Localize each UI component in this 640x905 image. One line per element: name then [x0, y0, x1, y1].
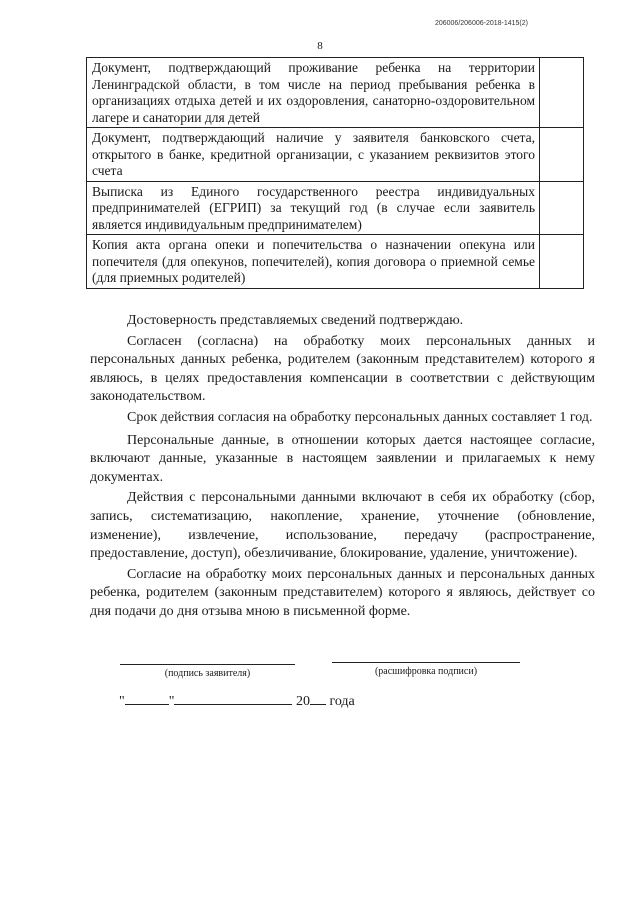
- table-row: [87, 181, 584, 235]
- paragraph: Срок действия согласия на обработку персональных данных составляет 1 год.: [127, 409, 593, 425]
- signature-decoding-line[interactable]: [332, 662, 520, 663]
- month-blank[interactable]: [174, 692, 292, 705]
- year-prefix: 20: [295, 694, 310, 709]
- consent-text: [90, 312, 595, 624]
- table-row: [87, 58, 584, 128]
- document-cell: Копия акта органа опеки и попечительства о назначении опекуна или попечителя (для опекунов, попечителей), копия договора о приемной семье (для приемных родителей): [87, 235, 540, 289]
- checkmark-cell[interactable]: [540, 181, 584, 235]
- table-row: [87, 235, 584, 289]
- document-cell: Документ, подтверждающий проживание ребенка на территории Ленинградской области, в том числе на период пребывания ребенка в организациях отдыха детей и их оздоровления, санаторно-оздоровительном лагере и санатории для детей: [87, 58, 540, 128]
- signature-caption: (подпись заявителя): [164, 668, 251, 679]
- document-cell: Документ, подтверждающий наличие у заявителя банковского счета, открытого в банке, кредитной организации, с указанием реквизитов этого счета: [87, 128, 540, 182]
- paragraph: Достоверность представляемых сведений подтверждаю.: [127, 313, 464, 328]
- page-number: 8: [317, 40, 323, 52]
- paragraph: Персональные данные, в отношении которых дается настоящее согласие, включают данные, указанные в настоящем заявлении и прилагаемых к нему документах.: [90, 432, 595, 485]
- checkmark-cell[interactable]: [540, 235, 584, 289]
- year-blank[interactable]: [310, 692, 326, 705]
- table-row: [87, 128, 584, 182]
- checkmark-cell[interactable]: [540, 128, 584, 182]
- paragraph: Согласие на обработку моих персональных данных и персональных данных ребенка, родителем (законным представителем) которого я являюсь, действует со дня подачи до дня отзыва мною в письменной форме.: [90, 566, 595, 619]
- paragraph: Согласен (согласна) на обработку моих персональных данных и персональных данных ребенка, родителем (законным представителем) которого я являюсь, в целях предоставления компенсации в соответствии с действующим законодательством.: [90, 333, 595, 405]
- day-blank[interactable]: [125, 692, 169, 705]
- quote-open: ": [119, 694, 125, 709]
- signature-line[interactable]: [120, 664, 295, 665]
- documents-table: [86, 57, 584, 289]
- year-suffix: года: [329, 694, 355, 709]
- quote-close: ": [168, 694, 175, 709]
- paragraph: Действия с персональными данными включают в себя их обработку (сбор, запись, систематизацию, накопление, хранение, уточнение (обновление, изменение), извлечение, использование, передачу (распространение, предоставление, доступ), обезличивание, блокирование, удаление, уничтожение).: [90, 490, 595, 562]
- checkmark-cell[interactable]: [540, 58, 584, 128]
- document-cell: Выписка из Единого государственного реестра индивидуальных предпринимателей (ЕГРИП) за текущий год (в случае если заявитель является индивидуальным предпринимателем): [87, 181, 540, 235]
- document-id: 206006/206006-2018-1415(2): [434, 20, 528, 27]
- signature-decoding-caption: (расшифровка подписи): [374, 666, 478, 677]
- date-line: [119, 692, 355, 710]
